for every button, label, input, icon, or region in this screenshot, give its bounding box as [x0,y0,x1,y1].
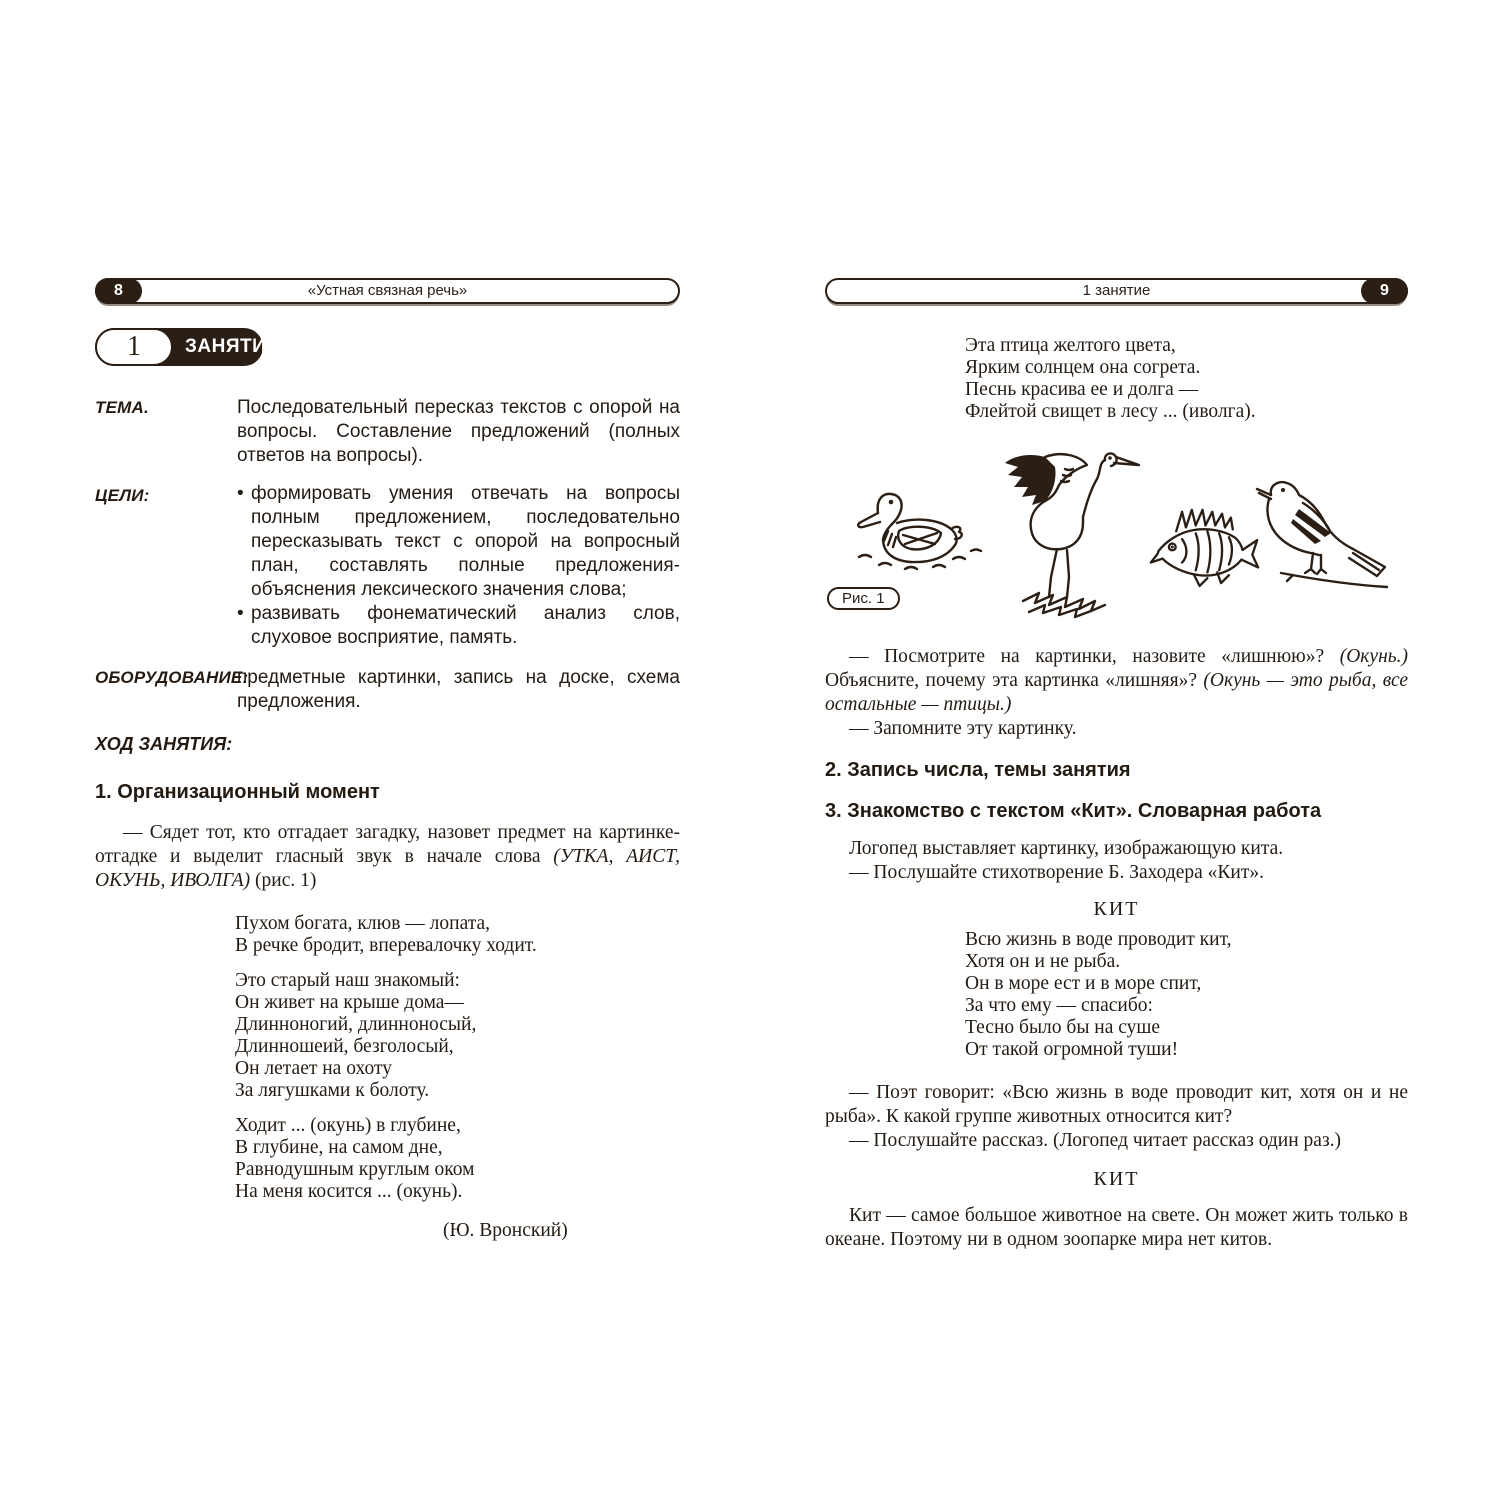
goal-item: • развивать фонематический анализ слов, слуховое восприятие, память. [237,602,680,650]
section1-heading: 1. Организационный момент [95,781,380,803]
kit-story-title: КИТ [1093,1168,1140,1190]
quote-line-2: — Послушайте рассказ. (Логопед читает рассказ один раз.) [849,1130,1342,1151]
running-head-left [95,278,680,304]
poem-line: Это старый наш знакомый: [235,970,460,991]
poem-line: Он живет на крыше дома— [235,992,464,1013]
poem-line: Всю жизнь в воде проводит кит, [965,929,1232,950]
poem-line: От такой огромной туши! [965,1039,1179,1060]
celi-list [237,482,680,650]
duck-icon [847,473,987,578]
lesson-number: 1 [95,328,173,366]
poem-line: Хотя он и не рыба. [965,951,1121,972]
poem-attribution: (Ю. Вронский) [443,1220,568,1241]
book-page-left [95,278,680,1243]
poem-line: Тесно было бы на суше [965,1017,1161,1038]
intro-italic: (УТКА, АИСТ, ОКУНЬ, ИВОЛГА) [95,846,680,891]
poem-line: Равнодушным круглым оком [235,1159,475,1180]
goal-item: • формировать умения отвечать на вопросы полным предложением, последовательно пересказывать текст с опорой на вопросный план, составлять полные предложения-объяснения лексического значения слова; [237,482,680,602]
poem-line: Длинношеий, безголосый, [235,1036,454,1057]
running-head-title: «Устная связная речь» [307,282,468,299]
dialogue-paragraph [825,645,1408,717]
poem-line: За лягушками к болоту. [235,1080,430,1101]
oriole-icon [1253,475,1393,600]
poem-line: Пухом богата, клюв — лопата, [235,913,491,934]
poem-line: Флейтой свищет в лесу ... (иволга). [965,401,1256,422]
kit-poem-title: КИТ [1093,898,1140,920]
poem-line: Он летает на охоту [235,1058,392,1079]
intro-text: — Сядет тот, кто отгадает загадку, назовет предмет на картинке-отгадке и выделит гласный звук в начале слова [95,822,680,867]
kit-intro-line-2: — Послушайте стихотворение Б. Заходера «Кит». [849,862,1265,883]
poem-line: На меня косится ... (окунь). [235,1181,463,1202]
poem-line: Длинноногий, длинноносый, [235,1014,477,1035]
intro-text-2: (рис. 1) [250,870,317,891]
poem-line: В речке бродит, вперевалочку ходит. [235,935,537,956]
dialogue-answer-italic: (Окунь.) [1339,646,1408,667]
lesson-label: ЗАНЯТИЕ [185,336,280,357]
poem-line: Он в море ест и в море спит, [965,973,1202,994]
riddle-stanza-3 [235,1115,680,1203]
dialogue-text-2: Объясните, почему эта картинка «лишняя»? [825,670,1204,691]
oborudovanie-text: предметные картинки, запись на доске, схема предложения. [237,667,680,712]
kit-poem [965,929,1408,1061]
dialogue-text: — Посмотрите на картинки, назовите «лишнюю»? [849,646,1340,667]
oborudovanie-row [95,666,680,714]
poem-line: Песнь красива ее и долга — [965,379,1199,400]
section3-heading: 3. Знакомство с текстом «Кит». Словарная работа [825,800,1322,822]
riddle-stanza-2 [235,970,680,1102]
section2-heading: 2. Запись числа, темы занятия [825,759,1131,781]
dialogue-line-2: — Запомните эту картинку. [849,718,1077,739]
page-number-badge: 8 [95,278,142,304]
book-page-right [825,278,1408,1252]
figure-caption: Рис. 1 [827,587,900,610]
quote-paragraph: — Поэт говорит: «Всю жизнь в воде проводит кит, хотя он и не рыба». К какой группе животных относится кит? [825,1082,1408,1127]
poem-line: Ходит ... (окунь) в глубине, [235,1115,461,1136]
celi-row [95,482,680,650]
stork-icon [987,449,1142,619]
poem-line: В глубине, на самом дне, [235,1137,443,1158]
intro-paragraph [95,821,680,893]
hod-zanyatiya-label: ХОД ЗАНЯТИЯ: [95,734,233,754]
kit-intro-line-1: Логопед выставляет картинку, изображающую кита. [849,838,1284,859]
perch-icon [1143,497,1265,592]
running-head-right [825,278,1408,304]
poem-line: За что ему — спасибо: [965,995,1153,1016]
tema-label: ТЕМА. [95,398,149,417]
oborudovanie-label: ОБОРУДОВАНИЕ: [95,668,249,687]
lesson-badge [95,328,280,366]
poem-line: Ярким солнцем она согрета. [965,357,1201,378]
page-number-badge: 9 [1361,278,1408,304]
oriole-riddle-poem [965,335,1408,423]
kit-story-paragraph: Кит — самое большое животное на свете. Он может жить только в океане. Поэтому ни в одном зоопарке мира нет китов. [825,1205,1408,1250]
riddle-stanza-1 [235,913,680,957]
dialogue-answer-italic-2: (Окунь — это рыба, все остальные — птицы.) [825,670,1408,715]
running-head-title: 1 занятие [1082,282,1151,299]
tema-row [95,396,680,468]
poem-line: Эта птица желтого цвета, [965,335,1176,356]
figure-1 [825,449,1408,621]
celi-label: ЦЕЛИ: [95,486,150,505]
tema-text: Последовательный пересказ текстов с опорой на вопросы. Составление предложений (полных ответов на вопросы). [237,397,680,466]
